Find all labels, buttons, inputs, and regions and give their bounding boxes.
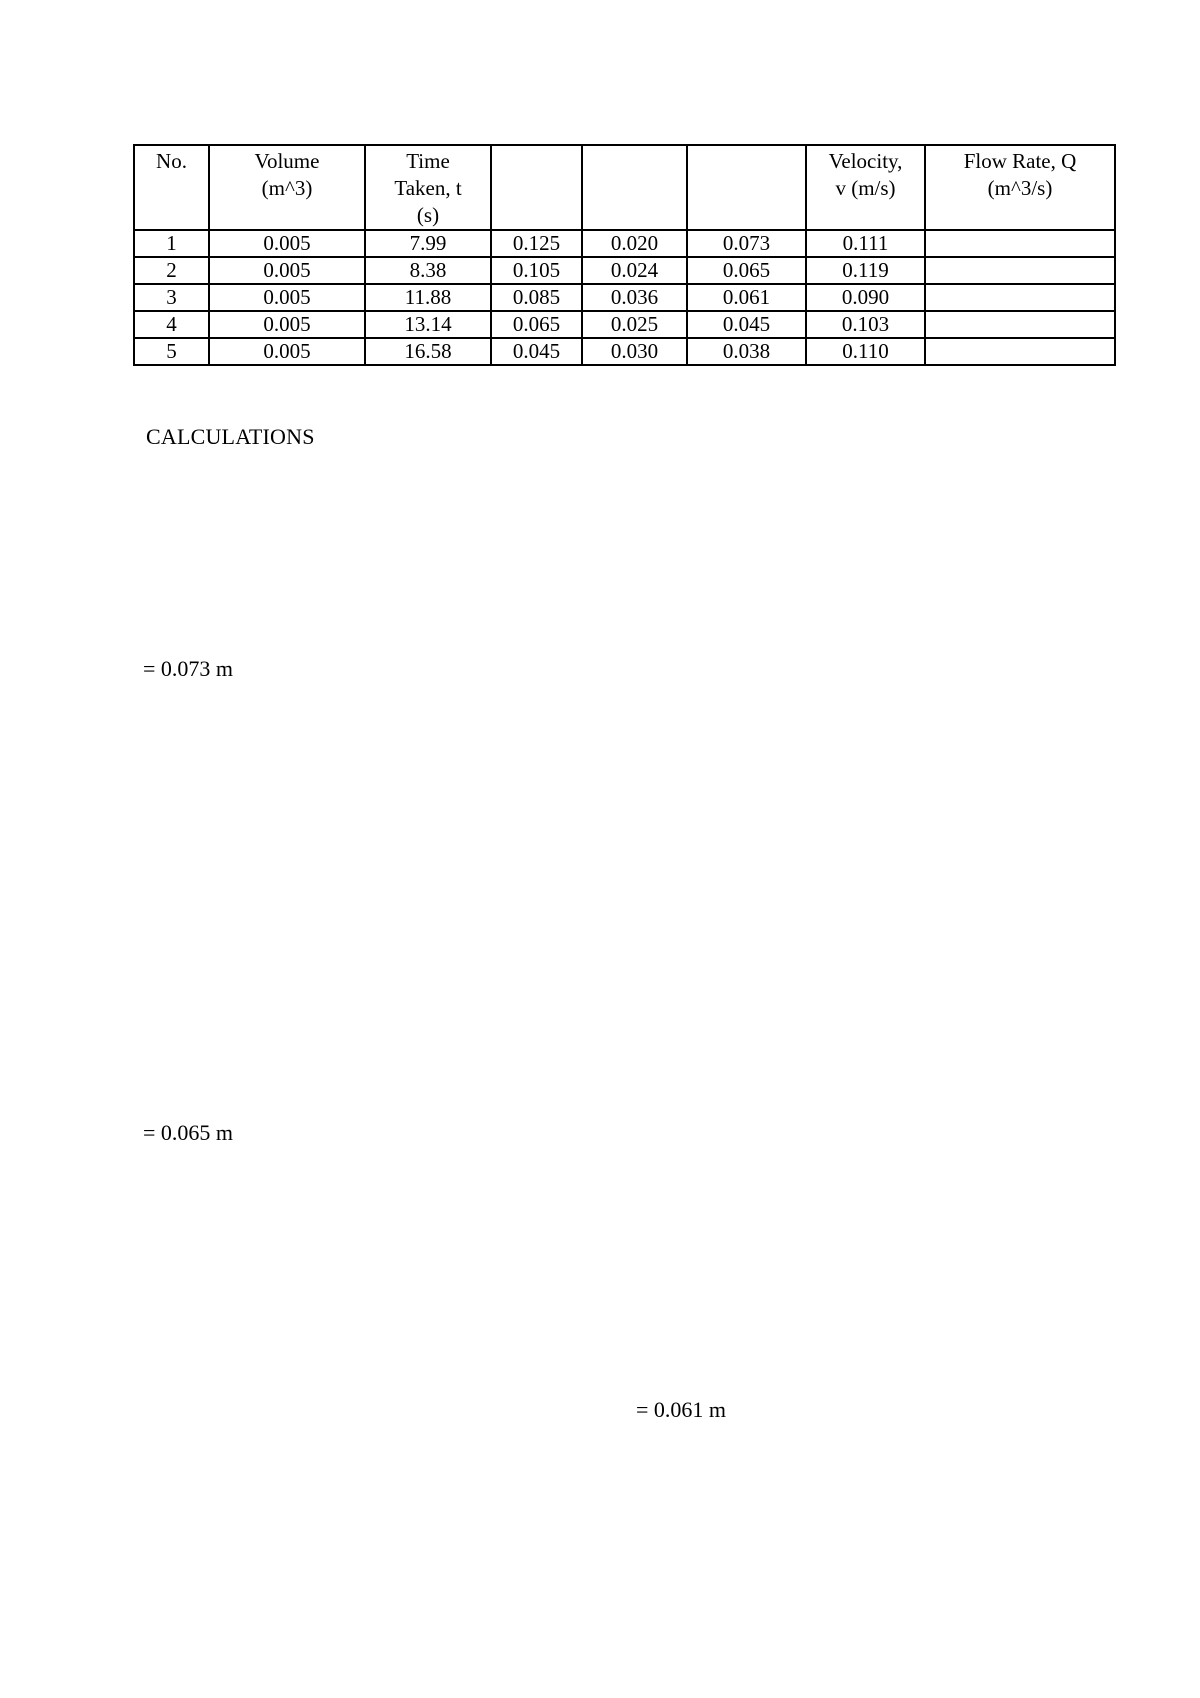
table-cell: 16.58: [365, 338, 491, 365]
table-cell: 0.110: [806, 338, 925, 365]
calculation-result: = 0.065 m: [143, 1120, 234, 1145]
table-cell: [925, 230, 1115, 257]
table-cell: 0.073: [687, 230, 806, 257]
table-cell: 0.103: [806, 311, 925, 338]
table-cell: 0.125: [491, 230, 582, 257]
header-blank-3: [687, 145, 806, 230]
table-cell: [925, 284, 1115, 311]
header-volume: Volume (m^3): [209, 145, 365, 230]
table-cell: [925, 338, 1115, 365]
table-row: [134, 338, 1115, 365]
table-row: [134, 257, 1115, 284]
table-cell: 1: [134, 230, 209, 257]
results-table: [133, 144, 1116, 366]
table-cell: 8.38: [365, 257, 491, 284]
header-no: No.: [134, 145, 209, 230]
calculations-heading: CALCULATIONS: [146, 424, 315, 449]
header-blank-1: [491, 145, 582, 230]
table-cell: 4: [134, 311, 209, 338]
table-cell: 2: [134, 257, 209, 284]
table-row: [134, 311, 1115, 338]
table-cell: 0.119: [806, 257, 925, 284]
table-cell: [925, 311, 1115, 338]
table-header-row: [134, 145, 1115, 230]
table-cell: 13.14: [365, 311, 491, 338]
table-cell: 0.045: [491, 338, 582, 365]
table-cell: 0.036: [582, 284, 687, 311]
table-cell: 0.105: [491, 257, 582, 284]
table-cell: 5: [134, 338, 209, 365]
table-cell: 0.005: [209, 257, 365, 284]
table-cell: 0.065: [687, 257, 806, 284]
table-cell: 0.111: [806, 230, 925, 257]
table-cell: 0.090: [806, 284, 925, 311]
table-cell: 0.025: [582, 311, 687, 338]
table-cell: 3: [134, 284, 209, 311]
table-cell: 7.99: [365, 230, 491, 257]
header-blank-2: [582, 145, 687, 230]
table-cell: 0.038: [687, 338, 806, 365]
header-flow-rate: Flow Rate, Q (m^3/s): [925, 145, 1115, 230]
table-cell: 0.061: [687, 284, 806, 311]
calculation-result: = 0.061 m: [636, 1397, 727, 1422]
header-velocity: Velocity, v (m/s): [806, 145, 925, 230]
table-cell: [925, 257, 1115, 284]
table-cell: 0.005: [209, 311, 365, 338]
table-cell: 0.065: [491, 311, 582, 338]
table-cell: 0.005: [209, 230, 365, 257]
calculation-result: = 0.073 m: [143, 656, 234, 681]
table-cell: 0.085: [491, 284, 582, 311]
table-cell: 11.88: [365, 284, 491, 311]
table-cell: 0.045: [687, 311, 806, 338]
table-cell: 0.024: [582, 257, 687, 284]
table-cell: 0.030: [582, 338, 687, 365]
header-time-taken: Time Taken, t (s): [365, 145, 491, 230]
table-cell: 0.005: [209, 338, 365, 365]
table-cell: 0.020: [582, 230, 687, 257]
table-row: [134, 284, 1115, 311]
table-cell: 0.005: [209, 284, 365, 311]
table-row: [134, 230, 1115, 257]
